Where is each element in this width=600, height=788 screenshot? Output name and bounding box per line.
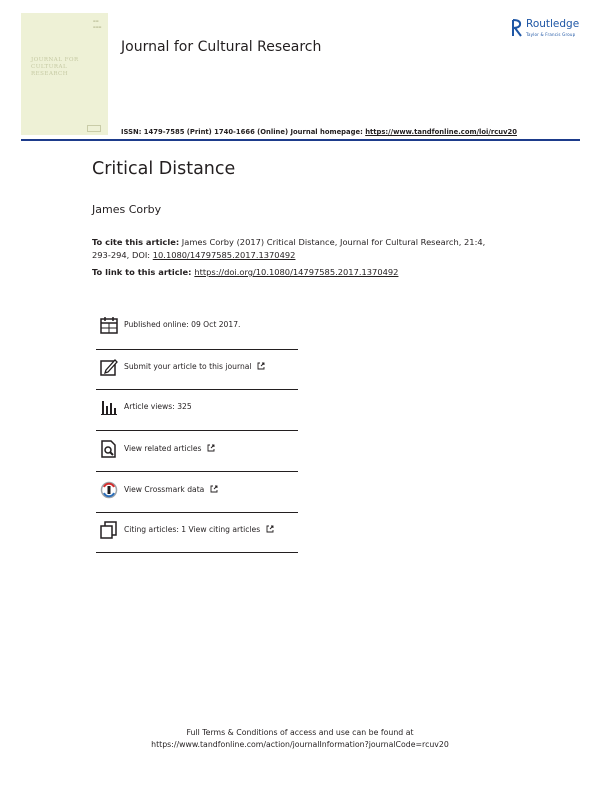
published-online-row <box>96 316 298 346</box>
publisher-name: Routledge <box>526 18 580 30</box>
doi-link[interactable]: 10.1080/14797585.2017.1370492 <box>152 250 296 260</box>
related-articles-row[interactable] <box>96 440 298 470</box>
metrics-divider <box>96 552 298 553</box>
metrics-divider <box>96 471 298 472</box>
cover-logo-mark <box>87 125 101 132</box>
submit-icon <box>100 358 118 376</box>
cite-text: James Corby (2017) Critical Distance, Journal for Cultural Research, 21:4, <box>179 237 486 247</box>
cover-small-text: ▬▬▬ <box>93 25 102 29</box>
crossmark-row[interactable] <box>96 481 298 511</box>
cover-title: JOURNAL FOR CULTURAL RESEARCH <box>31 57 79 77</box>
metrics-divider <box>96 389 298 390</box>
publisher-tagline: Taylor & Francis Group <box>526 32 576 37</box>
external-link-icon <box>257 362 265 370</box>
journal-cover-image <box>21 13 108 135</box>
metrics-divider <box>96 430 298 431</box>
footer-terms-link[interactable]: https://www.tandfonline.com/action/journalInformation?journalCode=rcuv20 <box>151 740 449 749</box>
metrics-divider <box>96 512 298 513</box>
journal-title[interactable]: Journal for Cultural Research <box>121 39 322 55</box>
journal-homepage-link[interactable]: https://www.tandfonline.com/loi/rcuv20 <box>365 128 517 136</box>
submit-article-text[interactable] <box>124 362 265 371</box>
issn-line <box>121 128 517 136</box>
routledge-logo-icon <box>512 19 522 37</box>
article-author[interactable]: James Corby <box>92 203 162 216</box>
related-articles-text[interactable] <box>124 444 215 453</box>
article-views-row <box>96 398 298 428</box>
citing-articles-row[interactable] <box>96 521 298 551</box>
published-online-text: Published online: 09 Oct 2017. <box>124 320 241 329</box>
search-document-icon <box>100 440 118 458</box>
article-doi-url-link[interactable]: https://doi.org/10.1080/14797585.2017.1370492 <box>194 267 399 277</box>
cite-label: To cite this article: <box>92 237 180 247</box>
cover-small-text: ▬▬ <box>93 19 99 23</box>
cite-text-2: 293-294, DOI: <box>92 250 153 260</box>
metrics-divider <box>96 349 298 350</box>
external-link-icon <box>266 525 274 533</box>
crossmark-text[interactable] <box>124 485 218 494</box>
article-views-text: Article views: 325 <box>124 402 192 411</box>
citation-line-1 <box>92 237 485 247</box>
citation-line-2 <box>92 250 295 260</box>
submit-article-label[interactable]: Submit your article to this journal <box>124 362 252 371</box>
external-link-icon <box>210 485 218 493</box>
calendar-icon <box>100 316 118 334</box>
external-link-icon <box>207 444 215 452</box>
article-link-line <box>92 267 398 277</box>
issn-text: ISSN: 1479-7585 (Print) 1740-1666 (Online) Journal homepage: <box>121 128 366 136</box>
related-articles-label[interactable]: View related articles <box>124 444 202 453</box>
crossmark-label[interactable]: View Crossmark data <box>124 485 205 494</box>
article-title: Critical Distance <box>92 159 236 179</box>
bar-chart-icon <box>100 398 118 416</box>
publisher-logo[interactable] <box>512 18 592 44</box>
citing-articles-label[interactable]: Citing articles: 1 View citing articles <box>124 525 261 534</box>
footer-terms-text: Full Terms & Conditions of access and use can be found at <box>186 728 414 737</box>
citing-icon <box>100 521 118 539</box>
link-label: To link to this article: <box>92 267 195 277</box>
citing-articles-text[interactable] <box>124 525 274 534</box>
header-divider <box>21 139 580 141</box>
crossmark-icon <box>100 481 118 499</box>
submit-article-row[interactable] <box>96 358 298 388</box>
